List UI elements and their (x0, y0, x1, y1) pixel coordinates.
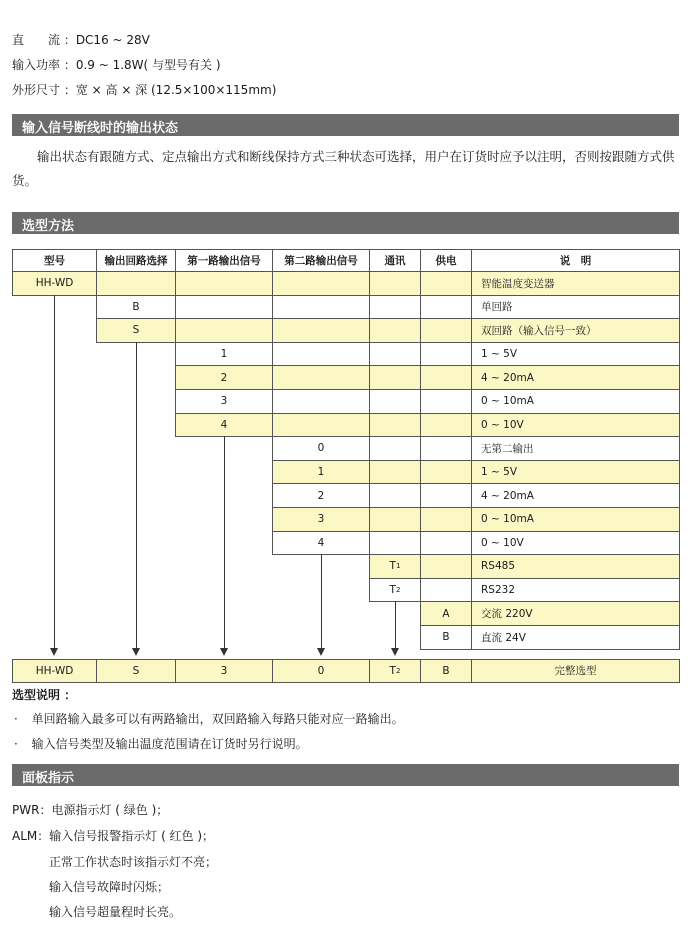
table-empty-cell (369, 460, 421, 485)
table-code-cell: T 1 (369, 554, 421, 579)
example-cell: B (420, 659, 472, 684)
flow-line (395, 601, 396, 648)
section-title: 输入信号断线时的输出状态 (22, 121, 179, 136)
table-desc-cell: RS485 (471, 554, 680, 579)
table-empty-cell (369, 413, 421, 438)
example-cell: S (96, 659, 176, 684)
table-empty-cell (272, 342, 370, 367)
table-empty-cell (369, 436, 421, 461)
table-header-cell: 说 明 (471, 249, 680, 272)
table-desc-cell: 4 ~ 20mA (471, 365, 680, 390)
table-desc-cell: 1 ~ 5V (471, 460, 680, 485)
table-empty-cell (369, 318, 421, 343)
table-empty-cell (272, 413, 370, 438)
table-empty-cell (272, 318, 370, 343)
table-empty-cell (420, 271, 472, 296)
table-code-cell: 2 (272, 483, 370, 508)
table-header-cell: 供电 (420, 249, 472, 272)
table-desc-cell: 0 ~ 10V (471, 531, 680, 556)
table-code-cell: B (96, 295, 176, 320)
table-code-cell: 0 (272, 436, 370, 461)
table-empty-cell (420, 460, 472, 485)
panel-pwr: PWR：电源指示灯 ( 绿色 )； (12, 803, 169, 817)
table-empty-cell (369, 342, 421, 367)
section-header-selection (12, 212, 679, 234)
arrow-down-icon (220, 648, 228, 656)
table-code-cell: A (420, 601, 472, 626)
arrow-down-icon (391, 648, 399, 656)
arrow-down-icon (132, 648, 140, 656)
table-code-cell: 3 (272, 507, 370, 532)
example-cell: HH-WD (12, 659, 97, 684)
example-desc-cell: 完整选型 (471, 659, 680, 684)
table-code-cell: 4 (175, 413, 273, 438)
table-empty-cell (175, 295, 273, 320)
table-desc-cell: 无第二输出 (471, 436, 680, 461)
table-empty-cell (420, 554, 472, 579)
table-empty-cell (420, 295, 472, 320)
notes-title: 选型说明 ： (12, 688, 77, 702)
flow-line (54, 295, 55, 649)
spec-size: 外形尺寸 ：宽 × 高 × 深 (12.5×100×115mm) (12, 83, 277, 97)
table-code-cell: B (420, 625, 472, 650)
section-paragraph: 输出状态有跟随方式、定点输出方式和断线保持方式三种状态可选择，用户在订货时应予以注明，否则按跟随方式供货。 (12, 149, 675, 188)
flow-line (321, 554, 322, 648)
table-desc-cell: 双回路（输入信号一致） (471, 318, 680, 343)
table-empty-cell (272, 295, 370, 320)
table-empty-cell (369, 389, 421, 414)
table-empty-cell (420, 365, 472, 390)
table-empty-cell (369, 365, 421, 390)
table-desc-cell: 0 ~ 10V (471, 413, 680, 438)
table-empty-cell (420, 389, 472, 414)
table-desc-cell: 4 ~ 20mA (471, 483, 680, 508)
arrow-down-icon (50, 648, 58, 656)
table-code-cell: 3 (175, 389, 273, 414)
example-cell: 3 (175, 659, 273, 684)
section-header-disconnect (12, 114, 679, 136)
table-empty-cell (369, 531, 421, 556)
bullet-icon: · (14, 737, 18, 751)
table-empty-cell (272, 365, 370, 390)
section-header-panel (12, 764, 679, 786)
section-title: 选型方法 (22, 219, 75, 234)
table-empty-cell (420, 436, 472, 461)
example-cell: T 2 (369, 659, 421, 684)
spec-power: 输入功率 ：0.9 ~ 1.8W( 与型号有关 ) (12, 58, 221, 72)
table-empty-cell (420, 578, 472, 603)
table-empty-cell (96, 271, 176, 296)
table-code-cell: 2 (175, 365, 273, 390)
spec-supply: 直 流 ：DC16 ~ 28V (12, 33, 150, 47)
table-code-cell: 1 (175, 342, 273, 367)
table-header-cell: 型号 (12, 249, 97, 272)
flow-line (136, 342, 137, 649)
example-cell: 0 (272, 659, 370, 684)
table-header-cell: 第一路输出信号 (175, 249, 273, 272)
note-item: · 单回路输入最多可以有两路输出，双回路输入每路只能对应一路输出。 (14, 712, 404, 726)
table-empty-cell (175, 318, 273, 343)
table-empty-cell (272, 389, 370, 414)
note-item: · 输入信号类型及输出温度范围请在订货时另行说明。 (14, 737, 308, 751)
table-header-cell: 输出回路选择 (96, 249, 176, 272)
table-empty-cell (420, 531, 472, 556)
table-empty-cell (420, 342, 472, 367)
table-desc-cell: RS232 (471, 578, 680, 603)
table-desc-cell: 0 ~ 10mA (471, 389, 680, 414)
table-desc-cell: 交流 220V (471, 601, 680, 626)
table-empty-cell (272, 271, 370, 296)
table-desc-cell: 直流 24V (471, 625, 680, 650)
table-header-cell: 通讯 (369, 249, 421, 272)
section-title: 面板指示 (22, 771, 75, 786)
table-desc-cell: 0 ~ 10mA (471, 507, 680, 532)
table-empty-cell (369, 483, 421, 508)
table-empty-cell (420, 507, 472, 532)
table-header-cell: 第二路输出信号 (272, 249, 370, 272)
panel-alm: ALM：输入信号报警指示灯 ( 红色 )； (12, 829, 215, 843)
table-empty-cell (420, 413, 472, 438)
bullet-icon: · (14, 712, 18, 726)
arrow-down-icon (317, 648, 325, 656)
table-empty-cell (420, 318, 472, 343)
table-code-cell: T 2 (369, 578, 421, 603)
table-code-cell: S (96, 318, 176, 343)
panel-alm-fault: 输入信号故障时闪烁； (49, 880, 170, 894)
table-desc-cell: 1 ~ 5V (471, 342, 680, 367)
table-code-cell: 4 (272, 531, 370, 556)
flow-line (224, 436, 225, 648)
panel-alm-over: 输入信号超量程时长亮。 (49, 905, 182, 919)
table-empty-cell (369, 295, 421, 320)
table-empty-cell (420, 483, 472, 508)
table-empty-cell (369, 507, 421, 532)
table-code-cell: HH-WD (12, 271, 97, 296)
table-desc-cell: 智能温度变送器 (471, 271, 680, 296)
table-desc-cell: 单回路 (471, 295, 680, 320)
table-empty-cell (175, 271, 273, 296)
table-empty-cell (369, 271, 421, 296)
panel-alm-normal: 正常工作状态时该指示灯不亮； (49, 855, 218, 869)
table-code-cell: 1 (272, 460, 370, 485)
